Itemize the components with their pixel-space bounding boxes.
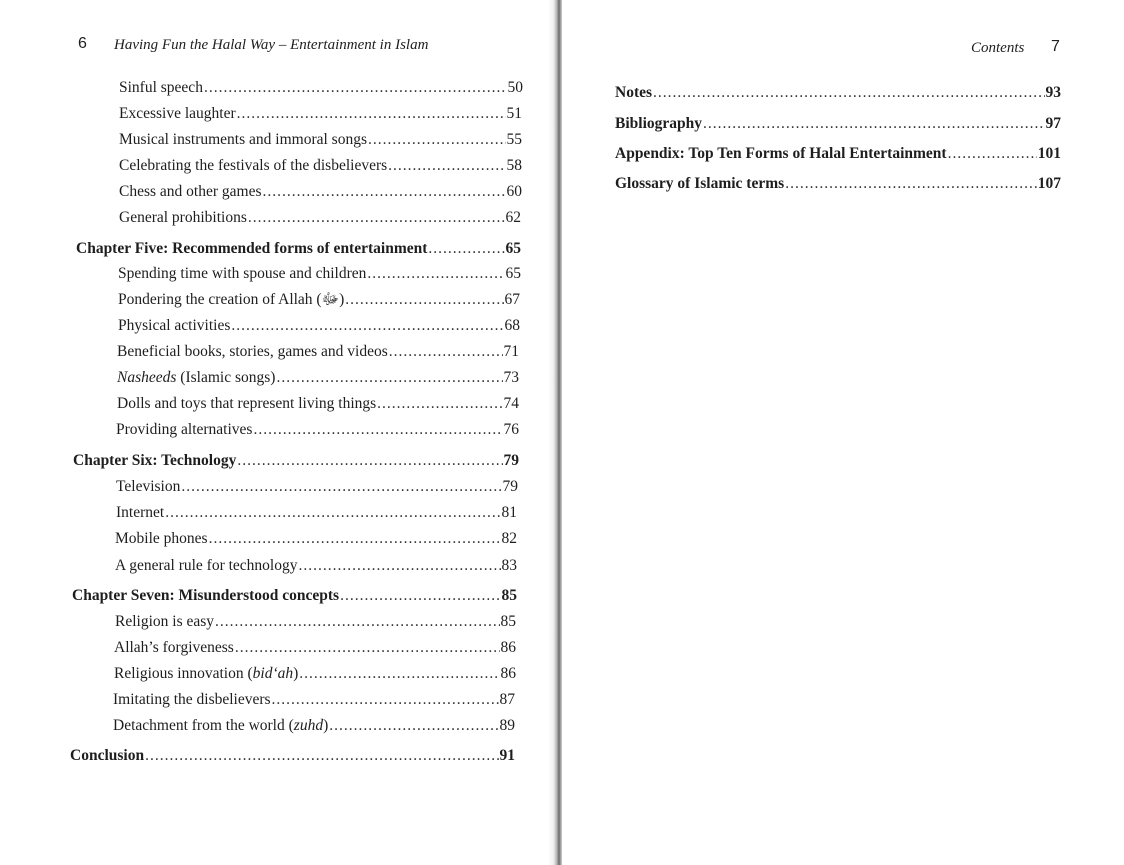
dot-leader — [204, 78, 507, 98]
toc-entry-page: 67 — [504, 291, 520, 308]
dot-leader — [276, 368, 502, 388]
toc-entry-title: Allah’s forgiveness — [114, 639, 234, 656]
toc-entry-page: 87 — [499, 691, 515, 708]
toc-entry-title-italic: zuhd — [293, 717, 324, 734]
toc-entry-page: 55 — [506, 131, 522, 148]
toc-chapter-entry — [76, 239, 521, 259]
dot-leader — [388, 156, 505, 176]
toc-entry — [119, 78, 523, 98]
toc-entry — [118, 290, 520, 310]
toc-entry-title: Sinful speech — [119, 79, 203, 96]
dot-leader — [181, 477, 501, 497]
dot-leader — [389, 342, 503, 362]
toc-entry-page: 73 — [503, 369, 519, 386]
dot-leader — [703, 114, 1045, 134]
toc-entry-title: Mobile phones — [115, 530, 208, 547]
toc-entry-page: 89 — [499, 717, 515, 734]
toc-entry-page: 101 — [1037, 145, 1061, 162]
toc-entry — [119, 130, 522, 150]
toc-entry-title: A general rule for technology — [115, 557, 298, 574]
toc-entry-page: 91 — [499, 747, 515, 764]
left-running-head: Having Fun the Halal Way – Entertainment in Islam — [114, 37, 429, 53]
toc-chapter-title: Chapter Five: Recommended forms of entertainment — [76, 240, 428, 257]
dot-leader — [253, 420, 502, 440]
left-page — [0, 0, 556, 865]
toc-chapter-entry — [615, 144, 1061, 164]
dot-leader — [428, 239, 504, 259]
toc-entry — [118, 316, 520, 336]
toc-entry-page: 74 — [503, 395, 519, 412]
toc-entry-title: Musical instruments and immoral songs — [119, 131, 367, 148]
dot-leader — [299, 664, 499, 684]
toc-entry — [117, 368, 519, 388]
toc-entry-page: 82 — [501, 530, 517, 547]
dot-leader — [237, 104, 506, 124]
toc-entry-title-start: Detachment from the world ( — [113, 717, 294, 734]
dot-leader — [165, 503, 500, 523]
toc-entry-title — [114, 664, 298, 684]
toc-entry-page: 83 — [501, 557, 517, 574]
toc-chapter-entry — [73, 451, 519, 471]
toc-entry-page: 86 — [500, 665, 516, 682]
toc-entry-page: 62 — [505, 209, 521, 226]
toc-entry-page: 79 — [503, 452, 519, 469]
toc-entry-title-italic: bid‘ah — [252, 665, 294, 682]
toc-entry-page: 71 — [503, 343, 519, 360]
toc-entry-page: 65 — [505, 265, 521, 282]
toc-entry-page: 86 — [500, 639, 516, 656]
dot-leader — [209, 529, 501, 549]
toc-entry-title: Celebrating the festivals of the disbelievers — [119, 157, 388, 174]
toc-entry-title: Providing alternatives — [116, 421, 253, 438]
toc-entry-page: 85 — [501, 587, 517, 604]
right-running-head: Contents — [971, 40, 1025, 56]
toc-entry-title: Religion is easy — [115, 613, 215, 630]
dot-leader — [345, 290, 503, 310]
toc-chapter-title: Notes — [615, 84, 653, 101]
toc-entry — [115, 556, 517, 576]
dot-leader — [262, 182, 505, 202]
toc-entry-page: 97 — [1045, 115, 1061, 132]
toc-entry-title: Physical activities — [118, 317, 231, 334]
toc-entry-title-end: ) — [293, 665, 299, 682]
toc-entry — [119, 208, 521, 228]
toc-entry — [117, 394, 519, 414]
dot-leader — [948, 144, 1037, 164]
toc-entry — [118, 264, 521, 284]
toc-chapter-title: Chapter Seven: Misunderstood concepts — [72, 587, 340, 604]
toc-entry — [116, 420, 519, 440]
toc-entry-page: 93 — [1045, 84, 1061, 101]
toc-entry-page: 65 — [505, 240, 521, 257]
toc-chapter-title: Chapter Six: Technology — [73, 452, 237, 469]
toc-entry-page: 79 — [502, 478, 518, 495]
toc-entry-title-italic: Nasheeds — [117, 369, 177, 386]
toc-chapter-title: Conclusion — [70, 747, 145, 764]
dot-leader — [299, 556, 501, 576]
dot-leader — [215, 612, 499, 632]
toc-entry-title: General prohibitions — [119, 209, 247, 226]
toc-entry — [113, 716, 515, 736]
toc-chapter-entry — [72, 586, 517, 606]
toc-chapter-title: Glossary of Islamic terms — [615, 175, 785, 192]
dot-leader — [785, 174, 1037, 194]
toc-entry-page: 68 — [504, 317, 520, 334]
toc-entry-title: Imitating the disbelievers — [113, 691, 271, 708]
dot-leader — [367, 264, 504, 284]
dot-leader — [235, 638, 500, 658]
toc-entry-page: 50 — [507, 79, 523, 96]
toc-entry — [113, 690, 515, 710]
toc-entry-title: Chess and other games — [119, 183, 262, 200]
toc-entry — [116, 503, 517, 523]
toc-entry — [115, 612, 516, 632]
toc-entry-page: 58 — [506, 157, 522, 174]
toc-entry-page: 76 — [503, 421, 519, 438]
toc-chapter-title: Appendix: Top Ten Forms of Halal Entertainment — [615, 145, 947, 162]
toc-entry — [117, 342, 519, 362]
toc-entry-title: Television — [116, 478, 181, 495]
toc-entry-page: 60 — [506, 183, 522, 200]
toc-entry-title — [117, 368, 275, 388]
toc-entry-title-end: ) — [323, 717, 329, 734]
toc-entry-title — [113, 716, 328, 736]
dot-leader — [248, 208, 505, 228]
dot-leader — [145, 746, 498, 766]
toc-entry — [119, 156, 522, 176]
toc-entry-title: Pondering the creation of Allah (ﷻ) — [118, 291, 345, 308]
right-page-number: 7 — [1051, 38, 1060, 55]
toc-entry-title: Dolls and toys that represent living things — [117, 395, 377, 412]
dot-leader — [377, 394, 502, 414]
toc-chapter-entry — [615, 114, 1061, 134]
toc-entry — [114, 638, 516, 658]
dot-leader — [329, 716, 498, 736]
toc-entry-page: 81 — [501, 504, 517, 521]
toc-chapter-entry — [615, 83, 1061, 103]
toc-entry-page: 85 — [500, 613, 516, 630]
toc-entry-title-start: Religious innovation ( — [114, 665, 253, 682]
dot-leader — [340, 586, 500, 606]
toc-entry-page: 51 — [506, 105, 522, 122]
toc-entry — [116, 477, 518, 497]
toc-entry-title-rest: (Islamic songs) — [176, 369, 276, 386]
toc-entry-title: Excessive laughter — [119, 105, 236, 122]
toc-entry-title: Internet — [116, 504, 165, 521]
left-page-number: 6 — [78, 35, 87, 52]
toc-entry-page: 107 — [1037, 175, 1061, 192]
toc-entry-title: Spending time with spouse and children — [118, 265, 367, 282]
toc-chapter-title: Bibliography — [615, 115, 702, 132]
toc-entry-title: Beneficial books, stories, games and videos — [117, 343, 388, 360]
toc-chapter-entry — [70, 746, 515, 766]
toc-entry — [119, 182, 522, 202]
toc-entry — [114, 664, 516, 684]
dot-leader — [237, 451, 502, 471]
dot-leader — [231, 316, 503, 336]
dot-leader — [272, 690, 499, 710]
toc-chapter-entry — [615, 174, 1061, 194]
toc-entry — [119, 104, 522, 124]
toc-entry — [115, 529, 517, 549]
dot-leader — [653, 83, 1044, 103]
right-page — [562, 0, 1124, 865]
dot-leader — [368, 130, 506, 150]
